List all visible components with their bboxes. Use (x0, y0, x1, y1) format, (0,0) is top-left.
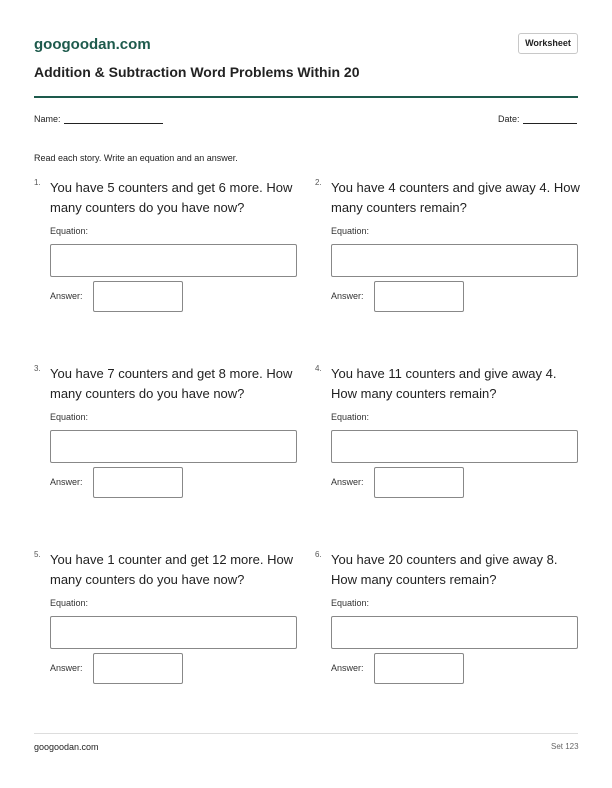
answer-box[interactable] (93, 467, 183, 498)
problem-number: 1. (34, 178, 41, 187)
date-label: Date: (498, 114, 520, 124)
equation-label: Equation: (331, 412, 370, 422)
answer-box[interactable] (93, 281, 183, 312)
problem-number: 6. (315, 550, 322, 559)
problem-story: You have 11 counters and give away 4. How many counters remain? (331, 366, 557, 401)
problem-story: You have 1 counter and get 12 more. How many counters do you have now? (50, 552, 294, 587)
equation-label: Equation: (331, 598, 370, 608)
equation-box[interactable] (331, 244, 578, 277)
problem-story: You have 20 counters and give away 8. How many counters remain? (331, 552, 558, 587)
problem-number: 5. (34, 550, 41, 559)
answer-label: Answer: (50, 663, 83, 673)
worksheet-badge: Worksheet (518, 33, 578, 54)
footer-set-label: Set 123 (551, 742, 579, 751)
equation-box[interactable] (331, 430, 578, 463)
problem-story: You have 4 counters and give away 4. How many counters remain? (331, 180, 580, 215)
answer-label: Answer: (50, 291, 83, 301)
answer-box[interactable] (374, 281, 464, 312)
equation-box[interactable] (50, 616, 297, 649)
header-divider (34, 96, 578, 98)
equation-label: Equation: (331, 226, 370, 236)
equation-label: Equation: (50, 412, 89, 422)
answer-label: Answer: (50, 477, 83, 487)
problem-number: 3. (34, 364, 41, 373)
answer-label: Answer: (331, 477, 364, 487)
answer-box[interactable] (374, 653, 464, 684)
name-blank-line[interactable] (64, 114, 163, 124)
answer-label: Answer: (331, 663, 364, 673)
instructions: Read each story. Write an equation and an answer. (34, 153, 238, 163)
date-blank-line[interactable] (523, 114, 577, 124)
answer-box[interactable] (93, 653, 183, 684)
problem-number: 2. (315, 178, 322, 187)
answer-box[interactable] (374, 467, 464, 498)
equation-box[interactable] (331, 616, 578, 649)
equation-label: Equation: (50, 226, 89, 236)
equation-box[interactable] (50, 430, 297, 463)
equation-label: Equation: (50, 598, 89, 608)
problem-story: You have 7 counters and get 8 more. How many counters do you have now? (50, 366, 293, 401)
name-field (34, 114, 163, 124)
equation-box[interactable] (50, 244, 297, 277)
answer-label: Answer: (331, 291, 364, 301)
brand-logo: googoodan.com (34, 36, 151, 53)
problem-story: You have 5 counters and get 6 more. How many counters do you have now? (50, 180, 293, 215)
problem-number: 4. (315, 364, 322, 373)
page-title: Addition & Subtraction Word Problems Within 20 (34, 64, 360, 80)
footer-site: googoodan.com (34, 742, 99, 752)
footer-divider (34, 733, 578, 734)
name-label: Name: (34, 114, 61, 124)
date-field (498, 114, 577, 124)
